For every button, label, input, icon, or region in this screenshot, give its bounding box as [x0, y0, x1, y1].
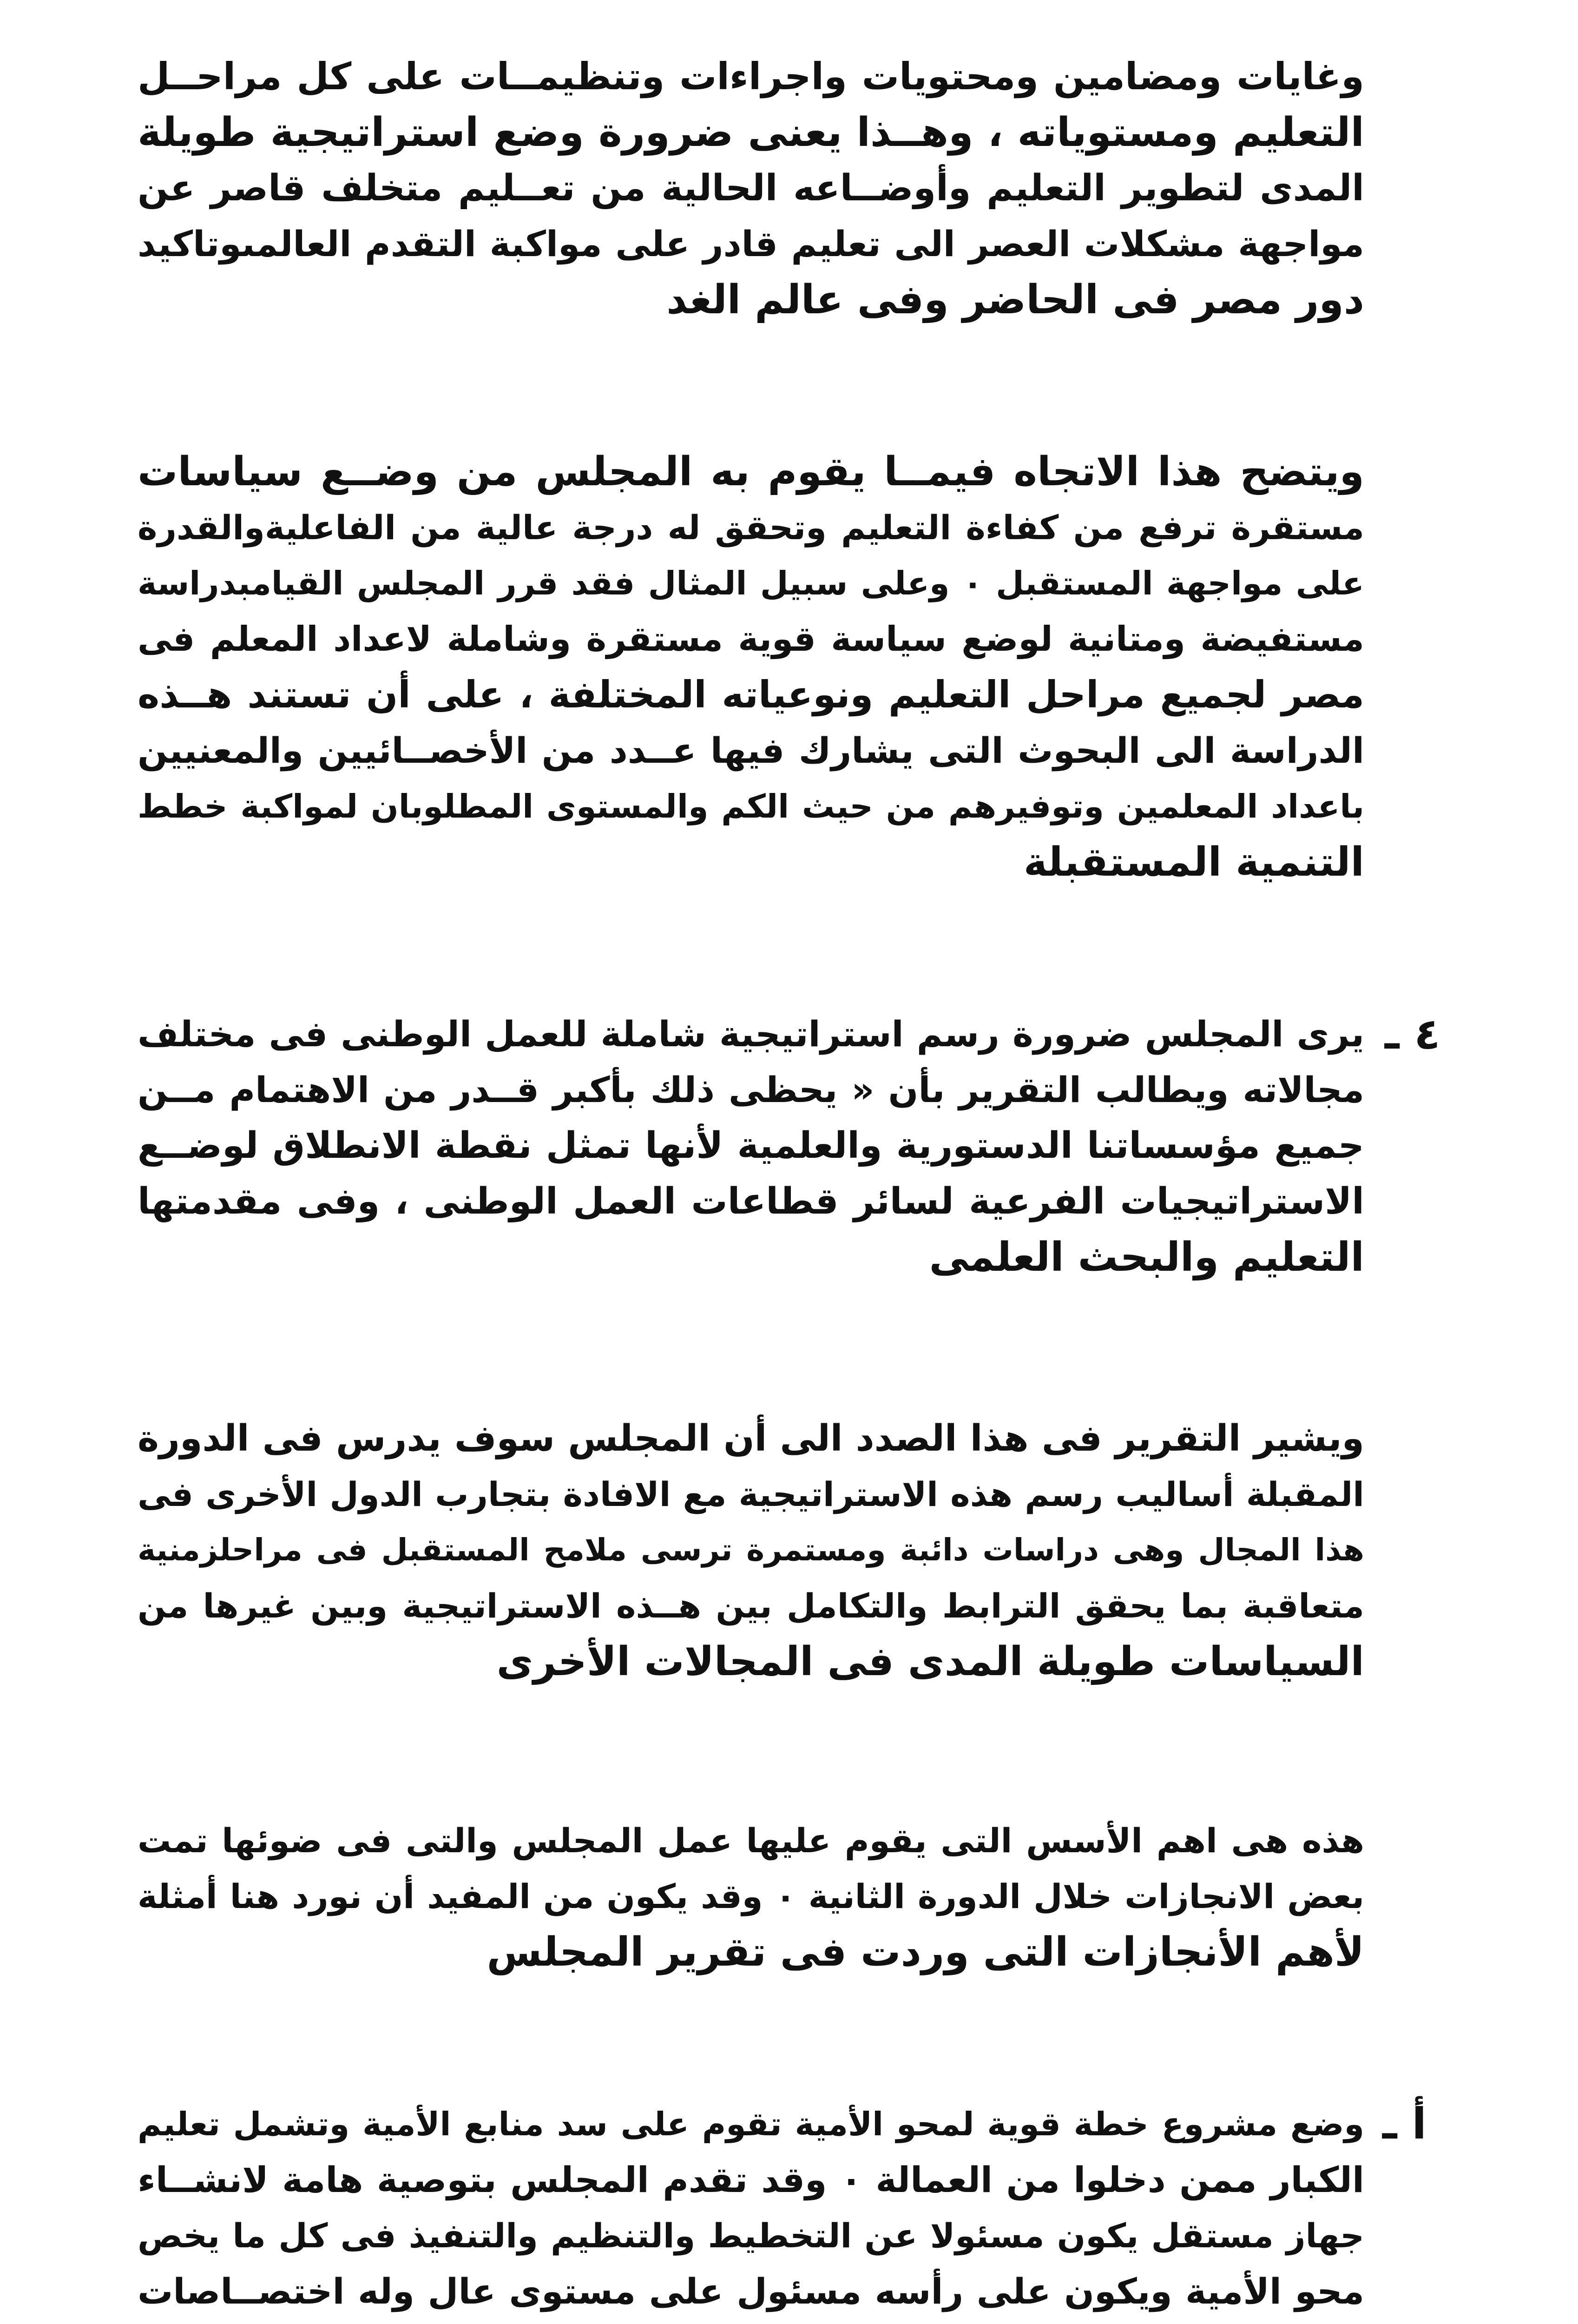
- p2-line-1: ويتضح هذا الاتجاه فيمــا يقوم به المجلس من وضــع سياسات: [138, 449, 1364, 495]
- p6-line-2: الكبار ممن دخلوا من العمالة ٠ وقد تقدم المجلس بتوصية هامة لانشــاء: [138, 2159, 1364, 2200]
- p1-line-1: وغايات ومضامين ومحتويات واجراءات وتنظيمــات على كل مراحــل: [138, 55, 1364, 98]
- p6-line-4: محو الأمية ويكون على رأسه مسئول على مستوى عال وله اختصــاصات: [138, 2271, 1364, 2312]
- item-4-marker: ٤ ـ: [1385, 1009, 1440, 1059]
- p5-line-1: هذه هى اهم الأسس التى يقوم عليها عمل المجلس والتى فى ضوئها تمت: [138, 1821, 1364, 1860]
- p2-line-4: مستفيضة ومتانية لوضع سياسة قوية مستقرة وشاملة لاعداد المعلم فى: [138, 619, 1364, 659]
- item-a-marker: أ ـ: [1382, 2099, 1427, 2149]
- p4-line-3: هذا المجال وهى دراسات دائبة ومستمرة ترسى ملامح المستقبل فى مراحلزمنية: [138, 1532, 1364, 1568]
- p5-line-2: بعض الانجازات خلال الدورة الثانية ٠ وقد يكون من المفيد أن نورد هنا أمثلة: [138, 1877, 1364, 1916]
- p3-line-4: الاستراتيجيات الفرعية لسائر قطاعات العمل الوطنى ، وفى مقدمتها: [138, 1181, 1364, 1222]
- p2-line-6: الدراسة الى البحوث التى يشارك فيها عــدد من الأخصــائيين والمعنيين: [138, 730, 1364, 771]
- p2-line-3: على مواجهة المستقبل ٠ وعلى سبيل المثال فقد قرر المجلس القيامبدراسة: [138, 564, 1364, 602]
- p2-line-2: مستقرة ترفع من كفاءة التعليم وتحقق له درجة عالية من الفاعليةوالقدرة: [138, 508, 1364, 547]
- p6-line-1: وضع مشروع خطة قوية لمحو الأمية تقوم على سد منابع الأمية وتشمل تعليم: [138, 2105, 1364, 2143]
- p4-line-4: متعاقبة بما يحقق الترابط والتكامل بين هــذه الاستراتيجية وبين غيرها من: [138, 1586, 1364, 1625]
- p3-line-3: جميع مؤسساتنا الدستورية والعلمية لأنها تمثل نقطة الانطلاق لوضــع: [138, 1125, 1364, 1167]
- p1-line-3: المدى لتطوير التعليم وأوضــاعه الحالية من تعــليم متخلف قاصر عن: [138, 167, 1364, 209]
- p4-line-1: ويشير التقرير فى هذا الصدد الى أن المجلس سوف يدرس فى الدورة: [138, 1418, 1364, 1459]
- p6-line-3: جهاز مستقل يكون مسئولا عن التخطيط والتنظيم والتنفيذ فى كل ما يخص: [138, 2216, 1364, 2255]
- p1-line-2: التعليم ومستوياته ، وهــذا يعنى ضرورة وضع استراتيجية طويلة: [138, 109, 1364, 156]
- p5-line-3: لأهم الأنجازات التى وردت فى تقرير المجلس: [487, 1929, 1364, 1975]
- p2-line-8: التنمية المستقبلة: [1023, 839, 1364, 885]
- p4-line-2: المقبلة أساليب رسم هذه الاستراتيجية مع الافادة بتجارب الدول الأخرى فى: [138, 1475, 1364, 1514]
- p3-line-2: مجالاته ويطالب التقرير بأن « يحظى ذلك بأكبر قــدر من الاهتمام مــن: [138, 1069, 1364, 1110]
- p2-line-5: مصر لجميع مراحل التعليم ونوعياته المختلفة ، على أن تستند هــذه: [138, 673, 1364, 716]
- p1-line-5: دور مصر فى الحاضر وفى عالم الغد: [666, 277, 1364, 323]
- p3-line-1: يرى المجلس ضرورة رسم استراتيجية شاملة للعمل الوطنى فى مختلف: [138, 1013, 1364, 1055]
- p3-line-5: التعليم والبحث العلمى: [929, 1234, 1364, 1281]
- p2-line-7: باعداد المعلمين وتوفيرهم من حيث الكم والمستوى المطلوبان لمواكبة خطط: [138, 787, 1364, 825]
- p1-line-4: مواجهة مشكلات العصر الى تعليم قادر على مواكبة التقدم العالمىوتاكيد: [138, 223, 1364, 264]
- p6-line-5: [138, 2319, 1364, 2324]
- p4-line-5: السياسات طويلة المدى فى المجالات الأخرى: [496, 1638, 1364, 1685]
